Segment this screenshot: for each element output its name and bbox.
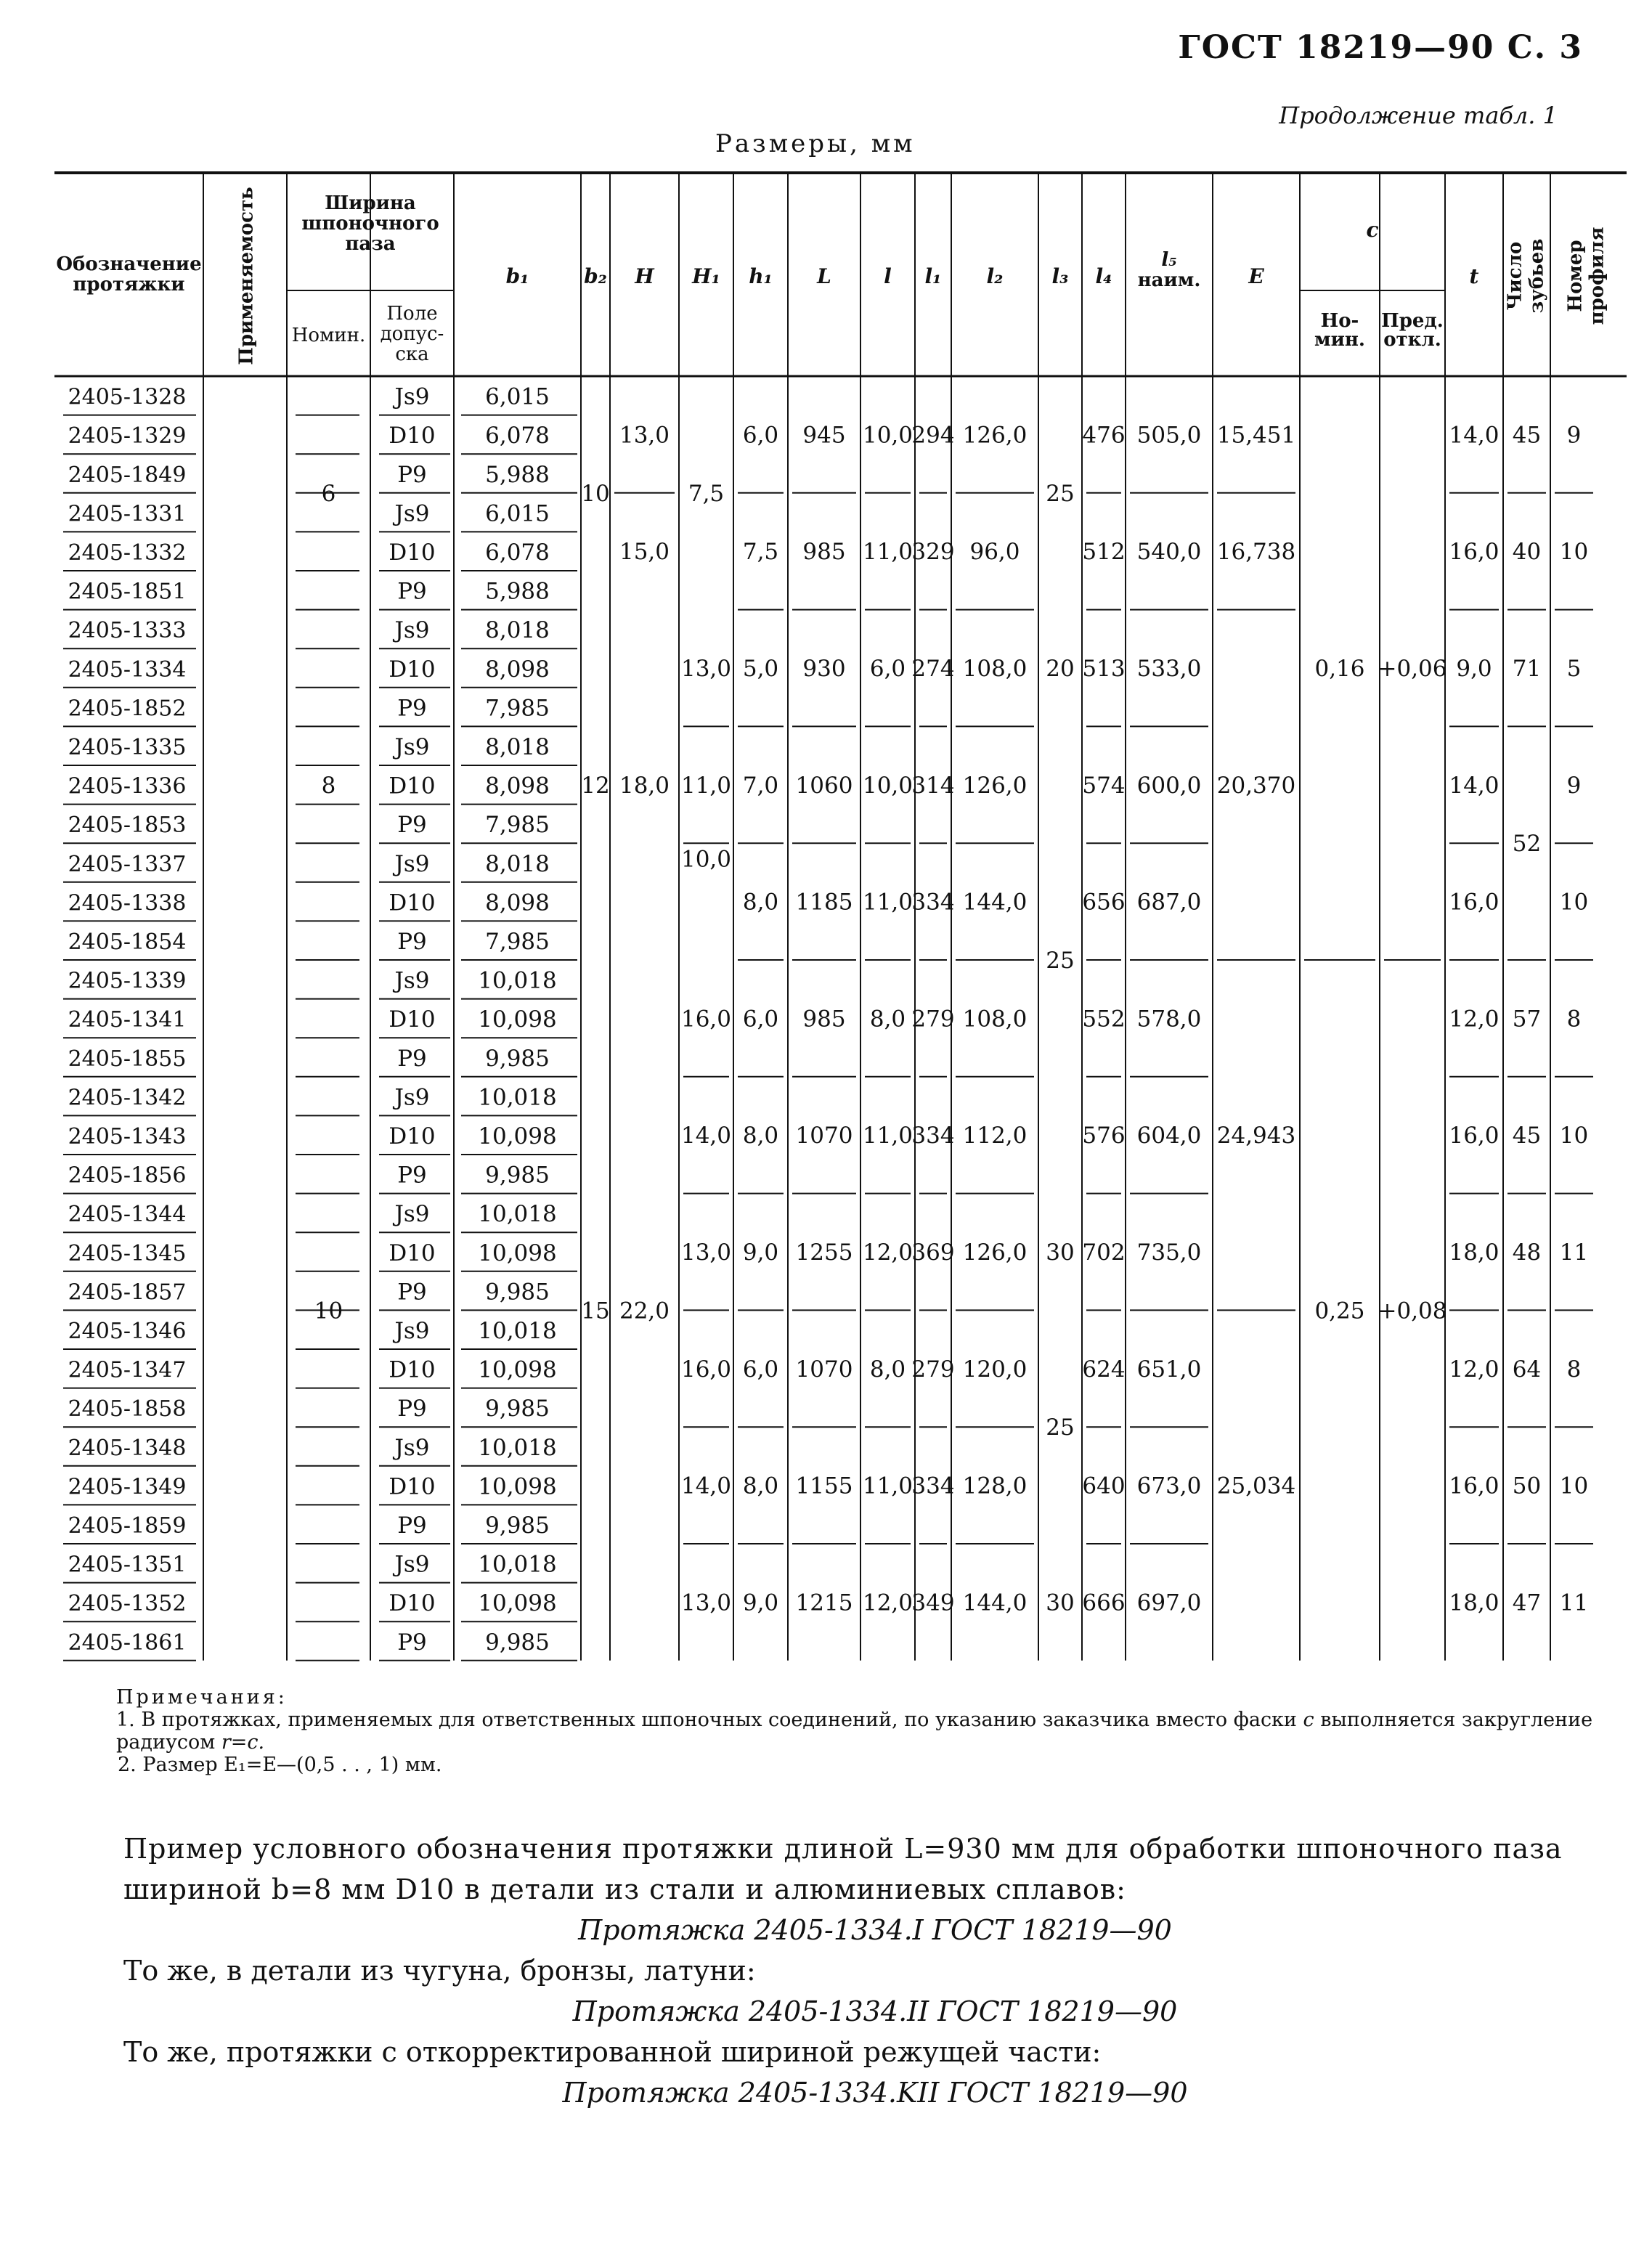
b1-cell: 7,985 bbox=[485, 812, 550, 839]
value-cell-h1: 6,0 bbox=[742, 1356, 779, 1383]
value-cell-L: 930 bbox=[802, 656, 846, 682]
designation-cell: 2405-1332 bbox=[68, 540, 187, 566]
header-applicability: Применяемость bbox=[235, 187, 258, 365]
value-cell-t: 14,0 bbox=[1449, 772, 1500, 799]
value-cell-E: 24,943 bbox=[1216, 1123, 1296, 1149]
value-cell-z: 64 bbox=[1512, 1356, 1542, 1383]
value-cell-l4: 656 bbox=[1082, 889, 1126, 916]
header-c-deviation: откл. bbox=[1383, 329, 1441, 351]
value-cell-t: 16,0 bbox=[1449, 1123, 1500, 1149]
tolerance-cell: P9 bbox=[397, 1279, 427, 1306]
b1-cell: 9,985 bbox=[485, 1396, 550, 1422]
value-cell-t: 16,0 bbox=[1449, 1473, 1500, 1499]
value-cell-t: 12,0 bbox=[1449, 1356, 1500, 1383]
example-paragraph-3: То же, протяжки с откорректированной шириной режущей части: bbox=[123, 2036, 1102, 2068]
tolerance-cell: D10 bbox=[388, 1006, 436, 1033]
value-cell-l3: 30 bbox=[1046, 1589, 1075, 1616]
header-teeth: Число bbox=[1504, 241, 1526, 311]
value-cell-cn: 0,16 bbox=[1314, 656, 1365, 682]
tolerance-cell: Js9 bbox=[394, 1317, 430, 1344]
tolerance-cell: P9 bbox=[397, 1512, 427, 1539]
header-l2: l₂ bbox=[986, 264, 1004, 288]
value-cell-E: 15,451 bbox=[1216, 422, 1296, 449]
header-tolerance: ска bbox=[395, 343, 429, 365]
note-1-text: 1. В протяжках, применяемых для ответственных шпоночных соединений, по указанию заказчика вместо фаски bbox=[116, 1709, 1303, 1731]
note-1 bbox=[116, 1709, 1612, 1754]
value-cell-l2: 144,0 bbox=[962, 1589, 1028, 1616]
value-cell-b2: 12 bbox=[581, 772, 610, 799]
header-b2: b₂ bbox=[584, 264, 607, 288]
value-cell-l1: 369 bbox=[911, 1240, 955, 1266]
designation-cell: 2405-1861 bbox=[68, 1629, 187, 1656]
header-c-deviation: Пред. bbox=[1381, 310, 1444, 332]
b1-cell: 10,098 bbox=[478, 1356, 557, 1383]
value-cell-E: 20,370 bbox=[1216, 772, 1296, 799]
b1-cell: 8,018 bbox=[485, 617, 550, 644]
tolerance-cell: Js9 bbox=[394, 1084, 430, 1111]
header-L: L bbox=[817, 264, 831, 288]
value-cell-z: 71 bbox=[1512, 656, 1542, 682]
header-l4: l₄ bbox=[1095, 264, 1112, 288]
designation-cell: 2405-1328 bbox=[68, 384, 187, 410]
value-cell-l1: 334 bbox=[911, 1473, 955, 1499]
value-cell-z: 40 bbox=[1512, 539, 1542, 566]
header-nominal: Номин. bbox=[291, 325, 366, 346]
note-1-text-2: выполняется закругление радиусом bbox=[116, 1709, 1593, 1754]
value-cell-l1: 279 bbox=[911, 1356, 955, 1383]
value-cell-p: 10 bbox=[1559, 1473, 1589, 1499]
value-cell-E: 25,034 bbox=[1216, 1473, 1296, 1499]
value-cell-l3: 25 bbox=[1046, 480, 1075, 507]
value-cell-cd: +0,06 bbox=[1378, 656, 1447, 682]
value-cell-l4: 513 bbox=[1082, 656, 1126, 682]
value-cell-t: 12,0 bbox=[1449, 1006, 1500, 1033]
designation-cell: 2405-1333 bbox=[68, 618, 187, 644]
header-h1: h₁ bbox=[749, 264, 773, 288]
value-cell-L: 985 bbox=[802, 539, 846, 566]
value-cell-z: 45 bbox=[1512, 1123, 1542, 1149]
tolerance-cell: P9 bbox=[397, 1045, 427, 1072]
header-t: t bbox=[1469, 264, 1479, 288]
value-cell-l4: 624 bbox=[1082, 1356, 1126, 1383]
b1-cell: 8,018 bbox=[485, 733, 550, 760]
designation-cell: 2405-1852 bbox=[68, 696, 187, 722]
value-cell-H1: 13,0 bbox=[680, 1240, 732, 1266]
value-cell-z: 47 bbox=[1512, 1589, 1542, 1616]
b1-cell: 7,985 bbox=[485, 928, 550, 955]
value-cell-H: 13,0 bbox=[619, 422, 670, 449]
tolerance-cell: Js9 bbox=[394, 1434, 430, 1461]
value-cell-p: 9 bbox=[1566, 422, 1582, 449]
designation-cell: 2405-1343 bbox=[68, 1123, 187, 1149]
tolerance-cell: Js9 bbox=[394, 967, 430, 994]
header-teeth: зубьев bbox=[1526, 238, 1548, 314]
header-slot-width: паза bbox=[345, 233, 396, 255]
value-cell-l2: 126,0 bbox=[962, 772, 1028, 799]
value-cell-l5: 687,0 bbox=[1136, 889, 1202, 916]
header-b1: b₁ bbox=[505, 264, 529, 288]
value-cell-h1: 5,0 bbox=[742, 656, 779, 682]
b1-cell: 8,098 bbox=[485, 890, 550, 916]
value-cell-t: 18,0 bbox=[1449, 1589, 1500, 1616]
b1-cell: 10,098 bbox=[478, 1006, 557, 1033]
designation-cell: 2405-1342 bbox=[68, 1085, 187, 1111]
value-cell-l: 8,0 bbox=[869, 1356, 906, 1383]
designation-cell: 2405-1854 bbox=[68, 929, 187, 955]
header-E: E bbox=[1248, 264, 1264, 288]
value-cell-l5: 540,0 bbox=[1136, 539, 1202, 566]
b1-cell: 6,078 bbox=[485, 539, 550, 566]
value-cell-p: 8 bbox=[1566, 1006, 1582, 1033]
tolerance-cell: P9 bbox=[397, 461, 427, 488]
designation-cell: 2405-1858 bbox=[68, 1396, 187, 1422]
value-cell-l3: 30 bbox=[1046, 1240, 1075, 1266]
designation-cell: 2405-1337 bbox=[68, 851, 187, 877]
value-cell-z: 45 bbox=[1512, 422, 1542, 449]
designation-cell: 2405-1339 bbox=[68, 968, 187, 994]
value-cell-l2: 144,0 bbox=[962, 889, 1028, 916]
value-cell-H1: 11,0 bbox=[680, 772, 732, 799]
value-cell-H: 15,0 bbox=[619, 539, 670, 566]
value-cell-l: 11,0 bbox=[862, 1123, 914, 1149]
tolerance-cell: Js9 bbox=[394, 850, 430, 877]
b1-cell: 9,985 bbox=[485, 1162, 550, 1189]
value-cell-h1: 8,0 bbox=[742, 1123, 779, 1149]
value-cell-z: 48 bbox=[1512, 1240, 1542, 1266]
header-c-nominal: Но- bbox=[1320, 310, 1359, 332]
value-cell-p: 9 bbox=[1566, 772, 1582, 799]
b1-cell: 5,988 bbox=[485, 461, 550, 488]
designation-cell: 2405-1334 bbox=[68, 656, 187, 683]
tolerance-cell: D10 bbox=[388, 539, 436, 566]
value-cell-p: 10 bbox=[1559, 889, 1589, 916]
value-cell-z: 52 bbox=[1512, 831, 1542, 858]
value-cell-l1: 334 bbox=[911, 889, 955, 916]
value-cell-t: 14,0 bbox=[1449, 422, 1500, 449]
tolerance-cell: D10 bbox=[388, 423, 436, 449]
page-header: ГОСТ 18219—90 С. 3 bbox=[1178, 29, 1583, 66]
header-l5: наим. bbox=[1137, 269, 1201, 291]
value-cell-L: 1155 bbox=[795, 1473, 853, 1499]
designation-cell: 2405-1346 bbox=[68, 1318, 187, 1344]
table-continuation-label: Продолжение табл. 1 bbox=[1279, 102, 1558, 129]
value-cell-l: 11,0 bbox=[862, 539, 914, 566]
example-paragraph-1: Пример условного обозначения протяжки длиной L=930 мм для обработки шпоночного паза шириной b=8 мм D10 в детали из стали и алюминиевых сплавов: bbox=[123, 1833, 1563, 1905]
header-slot-width: Ширина bbox=[325, 192, 416, 214]
header-H1: H₁ bbox=[692, 264, 720, 288]
header-c: c bbox=[1366, 218, 1379, 242]
tolerance-cell: P9 bbox=[397, 928, 427, 955]
tolerance-cell: P9 bbox=[397, 812, 427, 839]
value-cell-t: 16,0 bbox=[1449, 539, 1500, 566]
header-profile: Номер bbox=[1564, 240, 1587, 312]
tolerance-cell: Js9 bbox=[394, 500, 430, 527]
value-cell-l4: 476 bbox=[1082, 422, 1126, 449]
value-cell-h1: 7,5 bbox=[742, 539, 779, 566]
value-cell-l1: 334 bbox=[911, 1123, 955, 1149]
tolerance-cell: Js9 bbox=[394, 1201, 430, 1228]
designation-cell: 2405-1344 bbox=[68, 1202, 187, 1228]
value-cell-p: 10 bbox=[1559, 1123, 1589, 1149]
value-cell-l: 11,0 bbox=[862, 889, 914, 916]
value-cell-l5: 600,0 bbox=[1136, 772, 1202, 799]
tolerance-cell: Js9 bbox=[394, 617, 430, 644]
designation-cell: 2405-1851 bbox=[68, 579, 187, 605]
value-cell-H1: 14,0 bbox=[680, 1123, 732, 1149]
value-cell-H1: 13,0 bbox=[680, 656, 732, 682]
example-designation-3: Протяжка 2405-1334.KII ГОСТ 18219—90 bbox=[562, 2077, 1188, 2109]
header-l: l bbox=[884, 264, 892, 288]
designation-cell: 2405-1336 bbox=[68, 773, 187, 799]
value-cell-L: 1070 bbox=[795, 1356, 853, 1383]
value-cell-l4: 574 bbox=[1082, 772, 1126, 799]
value-cell-l: 11,0 bbox=[862, 1473, 914, 1499]
header-H: H bbox=[635, 264, 654, 288]
value-cell-H1: 10,0 bbox=[680, 846, 732, 873]
value-cell-l: 12,0 bbox=[862, 1589, 914, 1616]
value-cell-l: 10,0 bbox=[862, 422, 914, 449]
value-cell-h1: 9,0 bbox=[742, 1589, 779, 1616]
value-cell-l5: 673,0 bbox=[1136, 1473, 1202, 1499]
designation-cell: 2405-1335 bbox=[68, 734, 187, 760]
value-cell-L: 1185 bbox=[795, 889, 853, 916]
value-cell-h1: 8,0 bbox=[742, 1473, 779, 1499]
value-cell-t: 18,0 bbox=[1449, 1240, 1500, 1266]
value-cell-l4: 576 bbox=[1082, 1123, 1126, 1149]
value-cell-L: 1255 bbox=[795, 1240, 853, 1266]
b1-cell: 6,078 bbox=[485, 423, 550, 449]
value-cell-H: 22,0 bbox=[619, 1298, 670, 1324]
b1-cell: 8,098 bbox=[485, 773, 550, 799]
designation-cell: 2405-1849 bbox=[68, 462, 187, 488]
value-cell-h1: 8,0 bbox=[742, 889, 779, 916]
value-cell-L: 1070 bbox=[795, 1123, 853, 1149]
value-cell-H: 18,0 bbox=[619, 772, 670, 799]
b1-cell: 10,098 bbox=[478, 1240, 557, 1266]
value-cell-l4: 666 bbox=[1082, 1589, 1126, 1616]
value-cell-nom: 10 bbox=[314, 1298, 343, 1324]
value-cell-t: 9,0 bbox=[1456, 656, 1492, 682]
value-cell-l5: 604,0 bbox=[1136, 1123, 1202, 1149]
header-profile: профиля bbox=[1586, 227, 1608, 325]
tolerance-cell: D10 bbox=[388, 773, 436, 799]
value-cell-l1: 314 bbox=[911, 772, 955, 799]
tolerance-cell: P9 bbox=[397, 695, 427, 722]
b1-cell: 9,985 bbox=[485, 1629, 550, 1656]
b1-cell: 10,098 bbox=[478, 1590, 557, 1617]
tolerance-cell: P9 bbox=[397, 1396, 427, 1422]
value-cell-l: 6,0 bbox=[869, 656, 906, 682]
value-cell-l5: 578,0 bbox=[1136, 1006, 1202, 1033]
value-cell-l4: 512 bbox=[1082, 539, 1126, 566]
b1-cell: 10,018 bbox=[478, 1434, 557, 1461]
b1-cell: 10,018 bbox=[478, 1084, 557, 1111]
header-l3: l₃ bbox=[1051, 264, 1069, 288]
header-l1: l₁ bbox=[924, 264, 942, 288]
b1-cell: 9,985 bbox=[485, 1512, 550, 1539]
designation-cell: 2405-1352 bbox=[68, 1591, 187, 1617]
value-cell-z: 57 bbox=[1512, 1006, 1542, 1033]
value-cell-l2: 126,0 bbox=[962, 1240, 1028, 1266]
value-cell-l2: 112,0 bbox=[962, 1123, 1028, 1149]
designation-example bbox=[123, 1828, 1627, 2113]
value-cell-h1: 6,0 bbox=[742, 422, 779, 449]
value-cell-cd: +0,08 bbox=[1378, 1298, 1447, 1324]
header-c-nominal: мин. bbox=[1314, 329, 1365, 351]
b1-cell: 9,985 bbox=[485, 1279, 550, 1306]
tolerance-cell: D10 bbox=[388, 1240, 436, 1266]
b1-cell: 10,098 bbox=[478, 1473, 557, 1500]
notes-title: Примечания: bbox=[116, 1686, 288, 1709]
example-designation-2: Протяжка 2405-1334.II ГОСТ 18219—90 bbox=[572, 1995, 1178, 2027]
value-cell-E: 16,738 bbox=[1216, 539, 1296, 566]
b1-cell: 10,018 bbox=[478, 967, 557, 994]
value-cell-l4: 702 bbox=[1082, 1240, 1126, 1266]
designation-cell: 2405-1853 bbox=[68, 813, 187, 839]
value-cell-b2: 15 bbox=[581, 1298, 610, 1324]
header-designation: Обозначение bbox=[56, 253, 202, 275]
value-cell-l5: 735,0 bbox=[1136, 1240, 1202, 1266]
value-cell-l2: 108,0 bbox=[962, 656, 1028, 682]
b1-cell: 8,018 bbox=[485, 850, 550, 877]
example-designation-1: Протяжка 2405-1334.I ГОСТ 18219—90 bbox=[578, 1914, 1172, 1946]
b1-cell: 8,098 bbox=[485, 656, 550, 683]
value-cell-p: 11 bbox=[1559, 1589, 1589, 1616]
b1-cell: 9,985 bbox=[485, 1045, 550, 1072]
note-1-formula: r=c. bbox=[221, 1731, 265, 1754]
value-cell-h1: 6,0 bbox=[742, 1006, 779, 1033]
value-cell-cn: 0,25 bbox=[1314, 1298, 1365, 1324]
value-cell-l2: 108,0 bbox=[962, 1006, 1028, 1033]
b1-cell: 10,018 bbox=[478, 1317, 557, 1344]
value-cell-h1: 9,0 bbox=[742, 1240, 779, 1266]
header-tolerance: Поле bbox=[386, 303, 438, 325]
value-cell-H1: 13,0 bbox=[680, 1589, 732, 1616]
value-cell-z: 50 bbox=[1512, 1473, 1542, 1499]
value-cell-l5: 505,0 bbox=[1136, 422, 1202, 449]
value-cell-b2: 10 bbox=[581, 480, 610, 507]
b1-cell: 10,098 bbox=[478, 1123, 557, 1149]
value-cell-p: 5 bbox=[1566, 656, 1582, 682]
value-cell-l5: 651,0 bbox=[1136, 1356, 1202, 1383]
value-cell-H1: 7,5 bbox=[688, 480, 725, 507]
tolerance-cell: D10 bbox=[388, 1473, 436, 1500]
designation-cell: 2405-1857 bbox=[68, 1279, 187, 1306]
note-1-symbol: c bbox=[1303, 1709, 1314, 1731]
value-cell-L: 1215 bbox=[795, 1589, 853, 1616]
tolerance-cell: P9 bbox=[397, 1162, 427, 1189]
value-cell-l3: 25 bbox=[1046, 948, 1075, 974]
value-cell-l1: 279 bbox=[911, 1006, 955, 1033]
b1-cell: 6,015 bbox=[485, 383, 550, 410]
value-cell-l2: 128,0 bbox=[962, 1473, 1028, 1499]
tolerance-cell: Js9 bbox=[394, 1551, 430, 1578]
designation-cell: 2405-1341 bbox=[68, 1007, 187, 1033]
value-cell-l5: 533,0 bbox=[1136, 656, 1202, 682]
value-cell-p: 10 bbox=[1559, 539, 1589, 566]
tolerance-cell: P9 bbox=[397, 578, 427, 605]
value-cell-l4: 640 bbox=[1082, 1473, 1126, 1499]
value-cell-l: 12,0 bbox=[862, 1240, 914, 1266]
value-cell-l: 10,0 bbox=[862, 772, 914, 799]
value-cell-L: 985 bbox=[802, 1006, 846, 1033]
designation-cell: 2405-1349 bbox=[68, 1474, 187, 1500]
designation-cell: 2405-1329 bbox=[68, 423, 187, 449]
header-slot-width: шпоночного bbox=[301, 213, 439, 235]
designation-cell: 2405-1859 bbox=[68, 1513, 187, 1539]
b1-cell: 5,988 bbox=[485, 578, 550, 605]
value-cell-l4: 552 bbox=[1082, 1006, 1126, 1033]
header-designation: протяжки bbox=[73, 274, 185, 296]
b1-cell: 10,018 bbox=[478, 1551, 557, 1578]
tolerance-cell: D10 bbox=[388, 890, 436, 916]
value-cell-p: 8 bbox=[1566, 1356, 1582, 1383]
designation-cell: 2405-1351 bbox=[68, 1552, 187, 1578]
designation-cell: 2405-1856 bbox=[68, 1163, 187, 1189]
value-cell-l1: 274 bbox=[911, 656, 955, 682]
value-cell-L: 945 bbox=[802, 422, 846, 449]
note-2: 2. Размер E₁=E—(0,5 . . , 1) мм. bbox=[118, 1754, 442, 1776]
value-cell-l3: 20 bbox=[1046, 656, 1075, 682]
header-l5: l₅ bbox=[1161, 249, 1177, 271]
b1-cell: 10,018 bbox=[478, 1201, 557, 1228]
value-cell-nom: 8 bbox=[321, 772, 336, 799]
value-cell-l2: 120,0 bbox=[962, 1356, 1028, 1383]
designation-cell: 2405-1345 bbox=[68, 1240, 187, 1266]
header-tolerance: допус- bbox=[380, 323, 444, 345]
tolerance-cell: Js9 bbox=[394, 733, 430, 760]
tolerance-cell: D10 bbox=[388, 1123, 436, 1149]
value-cell-l: 8,0 bbox=[869, 1006, 906, 1033]
value-cell-l1: 294 bbox=[911, 422, 955, 449]
designation-cell: 2405-1348 bbox=[68, 1435, 187, 1461]
value-cell-nom: 6 bbox=[321, 480, 336, 507]
value-cell-p: 11 bbox=[1559, 1240, 1589, 1266]
value-cell-h1: 7,0 bbox=[742, 772, 779, 799]
designation-cell: 2405-1347 bbox=[68, 1357, 187, 1383]
designation-cell: 2405-1331 bbox=[68, 501, 187, 527]
designation-cell: 2405-1338 bbox=[68, 890, 187, 916]
value-cell-l1: 329 bbox=[911, 539, 955, 566]
b1-cell: 6,015 bbox=[485, 500, 550, 527]
value-cell-t: 16,0 bbox=[1449, 889, 1500, 916]
value-cell-H1: 16,0 bbox=[680, 1356, 732, 1383]
tolerance-cell: D10 bbox=[388, 656, 436, 683]
tolerance-cell: D10 bbox=[388, 1356, 436, 1383]
tolerance-cell: P9 bbox=[397, 1629, 427, 1656]
value-cell-l2: 126,0 bbox=[962, 422, 1028, 449]
value-cell-L: 1060 bbox=[795, 772, 853, 799]
value-cell-l5: 697,0 bbox=[1136, 1589, 1202, 1616]
value-cell-l1: 349 bbox=[911, 1589, 955, 1616]
value-cell-H1: 14,0 bbox=[680, 1473, 732, 1499]
table-notes bbox=[116, 1686, 1612, 1776]
b1-cell: 7,985 bbox=[485, 695, 550, 722]
value-cell-l2: 96,0 bbox=[969, 539, 1020, 566]
designation-cell: 2405-1855 bbox=[68, 1046, 187, 1072]
dimensions-caption: Размеры, мм bbox=[715, 129, 916, 158]
example-paragraph-2: То же, в детали из чугуна, бронзы, латуни: bbox=[123, 1955, 756, 1987]
value-cell-l3: 25 bbox=[1046, 1414, 1075, 1441]
value-cell-H1: 16,0 bbox=[680, 1006, 732, 1033]
tolerance-cell: Js9 bbox=[394, 383, 430, 410]
tolerance-cell: D10 bbox=[388, 1590, 436, 1617]
